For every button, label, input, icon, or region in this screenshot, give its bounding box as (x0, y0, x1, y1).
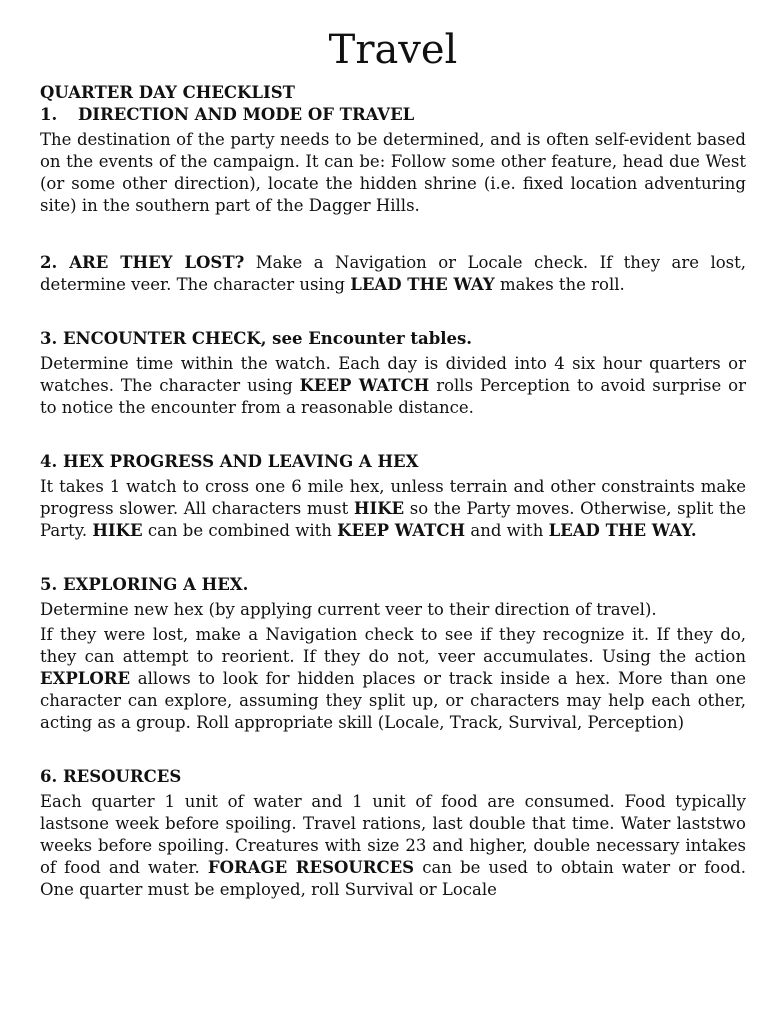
section-5-text: If they were lost, make a Navigation check to see if they recognize it. If they do, they can attempt to reorient. If they do not, veer accumulates. Using the action (40, 625, 746, 666)
section-3-text-end: rolls Perception to avoid surprise or to notice the encounter from a reasonable distance. (40, 376, 747, 417)
forage-resources-term: FORAGE RESOURCES (207, 858, 415, 877)
section-4-text-4: and with (465, 521, 549, 540)
keep-watch-term-2: KEEP WATCH (337, 521, 466, 540)
section-6-text: Each quarter 1 unit of water and 1 unit of food are consumed. Food typically lastsone week before spoiling. Travel rations, last double that time. Water laststwo weeks before spoiling. Creatures with size 23 and higher, double necessary intakes of food and water. (40, 792, 746, 877)
section-4-text-2: so the Party moves. Otherwise, split the Party. (40, 499, 746, 540)
section-2-text: Make a Navigation or Locale check. If they are lost, determine veer. The character using (40, 253, 746, 294)
section-3-paragraph (40, 353, 746, 419)
document-page (40, 26, 746, 901)
section-6-heading: 6. RESOURCES (40, 767, 182, 786)
keep-watch-term: KEEP WATCH (299, 376, 430, 395)
section-2-heading: 2. ARE THEY LOST? (40, 253, 245, 272)
section-5-text-end: allows to look for hidden places or track inside a hex. More than one character can explore, assuming they split up, or characters may help each other, acting as a group. Roll appropriate skill (Locale, Track, Survival, Perception) (40, 669, 746, 732)
section-4-text-3: can be combined with (142, 521, 338, 540)
section-5-paragraph-2 (40, 624, 746, 734)
page-title: Travel (328, 27, 458, 73)
hike-term-2: HIKE (92, 521, 143, 540)
section-1-title: DIRECTION AND MODE OF TRAVEL (78, 105, 415, 124)
section-5-heading: 5. EXPLORING A HEX. (40, 575, 249, 594)
section-1-number: 1. (40, 105, 58, 124)
checklist-heading: QUARTER DAY CHECKLIST (40, 83, 295, 102)
section-3-text: Determine time within the watch. Each day is divided into 4 six hour quarters or watches. The character using (40, 354, 746, 395)
section-4-heading: 4. HEX PROGRESS AND LEAVING A HEX (40, 452, 419, 471)
section-5-paragraph-1: Determine new hex (by applying current veer to their direction of travel). (40, 600, 657, 619)
lead-the-way-term: LEAD THE WAY (350, 275, 495, 294)
section-4-text: It takes 1 watch to cross one 6 mile hex, unless terrain and other constraints make progress slower. All characters must (40, 477, 746, 518)
section-6-text-end: can be used to obtain water or food. One quarter must be employed, roll Survival or Locale (40, 858, 746, 899)
section-6-paragraph (40, 791, 746, 901)
section-2-paragraph (40, 252, 746, 296)
lead-the-way-term-2: LEAD THE WAY. (548, 521, 697, 540)
hike-term: HIKE (353, 499, 405, 518)
section-3-heading: 3. ENCOUNTER CHECK, see Encounter tables. (40, 329, 473, 348)
section-4-paragraph (40, 476, 746, 542)
section-1-paragraph: The destination of the party needs to be determined, and is often self-evident based on the events of the campaign. It can be: Follow some other feature, head due West (or some other direction), locate the hidden shrine (i.e. fixed location adventuring site) in the southern part of the Dagger Hills. (40, 130, 746, 215)
section-1-heading (40, 104, 746, 126)
explore-term: EXPLORE (40, 669, 131, 688)
section-2-text-end: makes the roll. (494, 275, 625, 294)
